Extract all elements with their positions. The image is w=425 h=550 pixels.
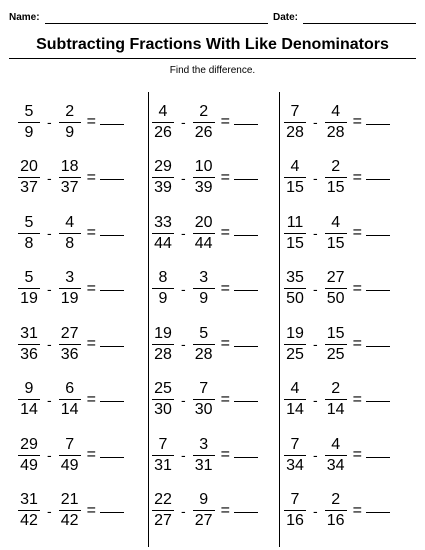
minus-sign: - (181, 336, 186, 352)
fraction-bar (325, 344, 347, 345)
minus-sign: - (313, 280, 318, 297)
minuend-fraction (152, 436, 174, 475)
denominator: 14 (286, 401, 304, 418)
denominator: 15 (286, 234, 304, 252)
denominator: 15 (286, 179, 304, 196)
fraction-bar (325, 233, 347, 234)
equals-sign: = (220, 224, 231, 241)
subtrahend-fraction (325, 158, 347, 197)
numerator: 8 (158, 269, 168, 286)
denominator: 9 (158, 290, 168, 307)
instructions: Find the difference. (169, 65, 256, 76)
minus-sign: - (181, 391, 186, 408)
problem-row (284, 100, 390, 144)
title-rule (9, 58, 416, 59)
minus-sign: - (181, 447, 186, 463)
equals-sign: = (86, 113, 97, 130)
equals-sign: = (86, 224, 97, 241)
fraction-bar (284, 399, 306, 400)
answer-blank[interactable] (366, 512, 390, 513)
minuend-fraction (18, 325, 40, 364)
denominator: 15 (326, 234, 345, 252)
minuend-fraction (18, 491, 40, 530)
subtrahend-fraction (325, 269, 347, 308)
subtrahend-fraction (59, 436, 81, 475)
denominator: 44 (154, 234, 172, 252)
minus-sign: - (47, 225, 52, 241)
minus-sign: - (313, 225, 318, 241)
subtrahend-fraction (59, 269, 81, 308)
minus-sign: - (47, 502, 52, 519)
minus-sign: - (313, 336, 318, 352)
subtrahend-fraction (59, 158, 81, 197)
numerator: 4 (290, 158, 300, 175)
minuend-fraction (284, 103, 306, 142)
minus-sign: - (181, 280, 186, 297)
minuend-fraction (284, 436, 306, 475)
numerator: 3 (199, 269, 209, 286)
problem-row (284, 322, 390, 366)
denominator: 39 (194, 179, 213, 196)
subtrahend-fraction (59, 325, 81, 364)
equals-sign: = (86, 390, 97, 408)
problem-row (18, 322, 124, 366)
subtrahend-fraction (193, 158, 215, 197)
numerator: 33 (154, 213, 172, 231)
fraction-bar (59, 399, 81, 400)
problem-row (284, 267, 390, 311)
numerator: 29 (154, 158, 172, 175)
denominator: 37 (20, 179, 38, 196)
subtrahend-fraction (193, 436, 215, 475)
subtrahend-fraction (325, 380, 347, 419)
denominator: 42 (20, 512, 38, 529)
fraction-bar (18, 288, 40, 289)
column-divider (279, 92, 280, 547)
fraction-bar (59, 288, 81, 289)
minuend-fraction (152, 269, 174, 308)
denominator: 30 (194, 401, 213, 418)
numerator: 4 (65, 213, 75, 231)
equals-sign: = (352, 335, 363, 352)
fraction-bar (193, 288, 215, 289)
denominator: 44 (194, 234, 213, 252)
answer-blank[interactable] (100, 235, 124, 236)
problem-row (284, 211, 390, 255)
answer-blank[interactable] (100, 124, 124, 125)
numerator: 7 (158, 435, 168, 453)
denominator: 9 (24, 123, 34, 141)
numerator: 2 (331, 491, 341, 508)
denominator: 27 (154, 512, 172, 529)
numerator: 20 (194, 213, 213, 231)
numerator: 7 (65, 435, 75, 453)
answer-blank[interactable] (234, 124, 258, 125)
answer-blank[interactable] (366, 179, 390, 180)
problem-row (152, 156, 258, 200)
minus-sign: - (313, 447, 318, 463)
denominator: 28 (326, 123, 345, 141)
fraction-bar (284, 455, 306, 456)
equals-sign: = (86, 501, 97, 519)
denominator: 15 (326, 179, 345, 196)
minus-sign: - (47, 391, 52, 408)
subtrahend-fraction (193, 269, 215, 308)
fraction-bar (193, 455, 215, 456)
minus-sign: - (47, 114, 52, 130)
numerator: 29 (20, 435, 38, 453)
fraction-bar (18, 510, 40, 511)
denominator: 30 (154, 401, 172, 418)
numerator: 7 (199, 380, 209, 397)
fraction-bar (59, 177, 81, 178)
denominator: 14 (326, 401, 345, 418)
fraction-bar (152, 399, 174, 400)
numerator: 5 (24, 269, 34, 286)
numerator: 4 (331, 102, 341, 120)
denominator: 25 (326, 345, 345, 363)
numerator: 9 (199, 491, 209, 508)
numerator: 31 (20, 491, 38, 508)
minuend-fraction (284, 269, 306, 308)
equals-sign: = (352, 501, 363, 519)
numerator: 27 (60, 324, 79, 342)
subtrahend-fraction (59, 380, 81, 419)
subtrahend-fraction (59, 491, 81, 530)
minuend-fraction (18, 436, 40, 475)
numerator: 7 (290, 435, 300, 453)
answer-blank[interactable] (234, 512, 258, 513)
numerator: 7 (290, 491, 300, 508)
minus-sign: - (47, 280, 52, 297)
answer-blank[interactable] (100, 512, 124, 513)
answer-blank[interactable] (366, 124, 390, 125)
equals-sign: = (86, 335, 97, 352)
denominator: 26 (154, 123, 172, 141)
minus-sign: - (181, 114, 186, 130)
numerator: 25 (154, 380, 172, 397)
denominator: 8 (24, 234, 34, 252)
denominator: 50 (286, 290, 304, 307)
minus-sign: - (313, 502, 318, 519)
equals-sign: = (352, 279, 363, 297)
minuend-fraction (284, 380, 306, 419)
minus-sign: - (313, 114, 318, 130)
name-label: Name: (9, 12, 40, 23)
fraction-bar (325, 455, 347, 456)
numerator: 31 (20, 324, 38, 342)
fraction-bar (193, 233, 215, 234)
problem-row (284, 489, 390, 533)
numerator: 5 (24, 213, 34, 231)
fraction-bar (193, 177, 215, 178)
problem-row (18, 489, 124, 533)
problem-row (152, 211, 258, 255)
problem-row (152, 378, 258, 422)
minuend-fraction (18, 380, 40, 419)
problem-row (284, 156, 390, 200)
minuend-fraction (284, 491, 306, 530)
minuend-fraction (18, 103, 40, 142)
problem-row (284, 433, 390, 477)
minus-sign: - (313, 169, 318, 186)
denominator: 16 (286, 512, 304, 529)
numerator: 7 (290, 102, 300, 120)
subtrahend-fraction (193, 103, 215, 142)
numerator: 18 (60, 158, 79, 175)
minuend-fraction (284, 325, 306, 364)
minuend-fraction (284, 158, 306, 197)
answer-blank[interactable] (234, 235, 258, 236)
equals-sign: = (352, 224, 363, 241)
numerator: 10 (194, 158, 213, 175)
denominator: 36 (60, 345, 79, 363)
fraction-bar (18, 344, 40, 345)
numerator: 5 (199, 324, 209, 342)
numerator: 19 (154, 324, 172, 342)
fraction-bar (18, 177, 40, 178)
numerator: 4 (290, 380, 300, 397)
answer-blank[interactable] (100, 290, 124, 291)
fraction-bar (193, 122, 215, 123)
answer-blank[interactable] (234, 401, 258, 402)
answer-blank[interactable] (366, 346, 390, 347)
fraction-bar (284, 288, 306, 289)
problem-row (152, 433, 258, 477)
minus-sign: - (181, 225, 186, 241)
numerator: 22 (154, 491, 172, 508)
fraction-bar (325, 122, 347, 123)
fraction-bar (325, 399, 347, 400)
problem-row (18, 211, 124, 255)
equals-sign: = (86, 279, 97, 297)
fraction-bar (325, 288, 347, 289)
answer-blank[interactable] (366, 457, 390, 458)
numerator: 19 (286, 324, 304, 342)
problem-row (152, 267, 258, 311)
fraction-bar (152, 344, 174, 345)
fraction-bar (18, 122, 40, 123)
subtrahend-fraction (325, 325, 347, 364)
fraction-bar (284, 510, 306, 511)
minuend-fraction (152, 325, 174, 364)
denominator: 34 (286, 456, 304, 474)
fraction-bar (18, 399, 40, 400)
minus-sign: - (181, 169, 186, 186)
denominator: 9 (199, 290, 209, 307)
answer-blank[interactable] (234, 457, 258, 458)
numerator: 4 (331, 213, 341, 231)
minuend-fraction (152, 103, 174, 142)
denominator: 28 (286, 123, 304, 141)
equals-sign: = (220, 501, 231, 519)
numerator: 4 (331, 435, 341, 453)
denominator: 25 (286, 345, 304, 363)
subtrahend-fraction (325, 491, 347, 530)
minuend-fraction (152, 380, 174, 419)
problem-row (284, 378, 390, 422)
denominator: 31 (154, 456, 172, 474)
numerator: 27 (326, 269, 345, 286)
fraction-bar (152, 177, 174, 178)
minuend-fraction (152, 214, 174, 253)
fraction-bar (59, 344, 81, 345)
fraction-bar (284, 122, 306, 123)
denominator: 14 (60, 401, 79, 418)
denominator: 27 (194, 512, 213, 529)
minuend-fraction (152, 158, 174, 197)
denominator: 49 (60, 456, 79, 474)
fraction-bar (152, 122, 174, 123)
subtrahend-fraction (325, 214, 347, 253)
fraction-bar (193, 344, 215, 345)
denominator: 28 (154, 345, 172, 363)
date-line[interactable] (303, 23, 416, 24)
subtrahend-fraction (193, 491, 215, 530)
minuend-fraction (18, 158, 40, 197)
numerator: 21 (60, 491, 79, 508)
fraction-bar (152, 455, 174, 456)
denominator: 42 (60, 512, 79, 529)
equals-sign: = (86, 446, 97, 463)
numerator: 2 (331, 158, 341, 175)
denominator: 14 (20, 401, 38, 418)
numerator: 11 (286, 213, 304, 231)
problem-row (18, 156, 124, 200)
answer-blank[interactable] (366, 401, 390, 402)
minus-sign: - (181, 502, 186, 519)
equals-sign: = (220, 335, 231, 352)
numerator: 3 (65, 269, 75, 286)
equals-sign: = (352, 113, 363, 130)
minuend-fraction (284, 214, 306, 253)
denominator: 49 (20, 456, 38, 474)
equals-sign: = (352, 390, 363, 408)
denominator: 36 (20, 345, 38, 363)
denominator: 9 (65, 123, 75, 141)
fraction-bar (193, 399, 215, 400)
fraction-bar (18, 233, 40, 234)
numerator: 6 (65, 380, 75, 397)
numerator: 20 (20, 158, 38, 175)
date-label: Date: (273, 12, 299, 23)
denominator: 26 (194, 123, 213, 141)
numerator: 35 (286, 269, 304, 286)
minus-sign: - (313, 391, 318, 408)
numerator: 2 (331, 380, 341, 397)
equals-sign: = (220, 446, 231, 463)
answer-blank[interactable] (100, 401, 124, 402)
numerator: 15 (326, 324, 345, 342)
denominator: 37 (60, 179, 79, 196)
minuend-fraction (18, 269, 40, 308)
denominator: 8 (65, 234, 75, 252)
problem-row (18, 378, 124, 422)
subtrahend-fraction (325, 436, 347, 475)
denominator: 31 (194, 456, 213, 474)
minuend-fraction (18, 214, 40, 253)
answer-blank[interactable] (100, 179, 124, 180)
equals-sign: = (352, 446, 363, 463)
answer-blank[interactable] (234, 290, 258, 291)
equals-sign: = (86, 168, 97, 186)
answer-blank[interactable] (366, 290, 390, 291)
minuend-fraction (152, 491, 174, 530)
fraction-bar (284, 233, 306, 234)
minus-sign: - (47, 447, 52, 463)
problem-row (152, 489, 258, 533)
denominator: 19 (20, 290, 38, 307)
denominator: 50 (326, 290, 345, 307)
numerator: 4 (158, 102, 168, 120)
problem-row (152, 322, 258, 366)
fraction-bar (193, 510, 215, 511)
subtrahend-fraction (193, 325, 215, 364)
fraction-bar (59, 233, 81, 234)
answer-blank[interactable] (100, 346, 124, 347)
answer-blank[interactable] (234, 346, 258, 347)
problem-row (18, 100, 124, 144)
equals-sign: = (220, 279, 231, 297)
numerator: 3 (199, 435, 209, 453)
answer-blank[interactable] (366, 235, 390, 236)
subtrahend-fraction (193, 380, 215, 419)
numerator: 5 (24, 102, 34, 120)
problem-row (18, 433, 124, 477)
minus-sign: - (47, 336, 52, 352)
fraction-bar (152, 510, 174, 511)
denominator: 16 (326, 512, 345, 529)
name-line[interactable] (45, 23, 268, 24)
fraction-bar (284, 344, 306, 345)
fraction-bar (59, 510, 81, 511)
fraction-bar (325, 177, 347, 178)
fraction-bar (152, 233, 174, 234)
subtrahend-fraction (193, 214, 215, 253)
fraction-bar (284, 177, 306, 178)
subtrahend-fraction (59, 214, 81, 253)
answer-blank[interactable] (100, 457, 124, 458)
problem-row (152, 100, 258, 144)
fraction-bar (152, 288, 174, 289)
equals-sign: = (220, 113, 231, 130)
equals-sign: = (220, 168, 231, 186)
numerator: 9 (24, 380, 34, 397)
denominator: 39 (154, 179, 172, 196)
numerator: 2 (199, 102, 209, 120)
fraction-bar (59, 122, 81, 123)
equals-sign: = (220, 390, 231, 408)
fraction-bar (18, 455, 40, 456)
subtrahend-fraction (325, 103, 347, 142)
numerator: 2 (65, 102, 75, 120)
column-divider (148, 92, 149, 547)
equals-sign: = (352, 168, 363, 186)
minus-sign: - (47, 169, 52, 186)
fraction-bar (325, 510, 347, 511)
problem-row (18, 267, 124, 311)
denominator: 19 (60, 290, 79, 307)
denominator: 28 (194, 345, 213, 363)
header-row (9, 11, 416, 27)
denominator: 34 (326, 456, 345, 474)
fraction-bar (59, 455, 81, 456)
worksheet-title: Subtracting Fractions With Like Denominators (36, 36, 389, 53)
subtrahend-fraction (59, 103, 81, 142)
answer-blank[interactable] (234, 179, 258, 180)
